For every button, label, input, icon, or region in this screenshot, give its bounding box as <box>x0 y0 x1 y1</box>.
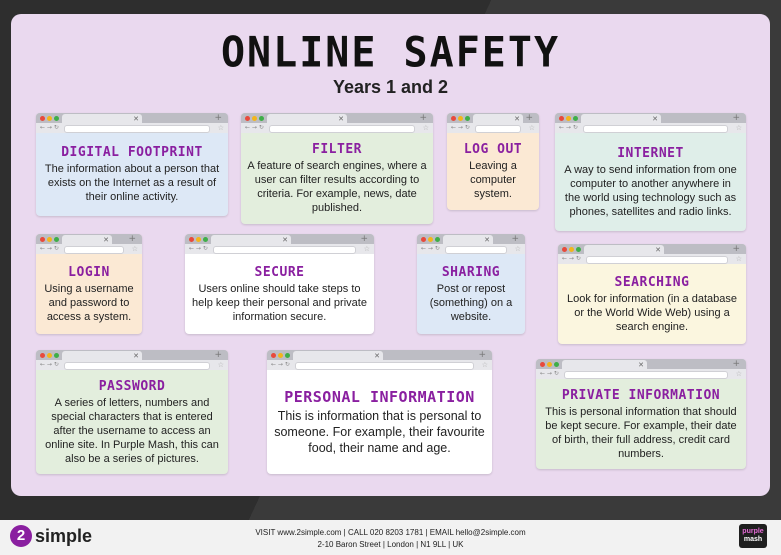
card-body <box>185 254 374 334</box>
browser-chrome <box>417 234 525 254</box>
url-input[interactable] <box>213 246 356 254</box>
browser-tab[interactable] <box>293 351 383 360</box>
back-forward-refresh-icon[interactable]: ← → ↻ <box>271 361 290 368</box>
maximize-dot-icon[interactable] <box>203 237 208 242</box>
bookmark-star-icon[interactable]: ☆ <box>217 124 224 132</box>
maximize-dot-icon[interactable] <box>285 353 290 358</box>
browser-card <box>267 350 492 474</box>
window-close-icon[interactable]: ✕ <box>103 236 109 244</box>
purple-mash-bottom: mash <box>743 536 763 543</box>
browser-tab[interactable] <box>473 114 523 123</box>
card-term: LOGIN <box>68 264 110 280</box>
tab-bar <box>36 234 142 244</box>
maximize-dot-icon[interactable] <box>54 237 59 242</box>
minimize-dot-icon[interactable] <box>47 353 52 358</box>
back-forward-refresh-icon[interactable]: ← → ↻ <box>562 255 581 262</box>
browser-tab[interactable] <box>211 235 291 244</box>
card-body <box>447 133 539 210</box>
footer-address: 2-10 Baron Street | London | N1 9LL | UK <box>317 540 464 549</box>
tab-bar <box>536 359 746 369</box>
address-bar-row <box>36 244 142 254</box>
browser-card <box>36 350 228 474</box>
minimize-dot-icon[interactable] <box>47 237 52 242</box>
new-tab-icon[interactable]: + <box>732 113 740 123</box>
window-close-icon[interactable]: ✕ <box>484 236 490 244</box>
browser-card <box>241 113 433 224</box>
tab-bar <box>447 113 539 123</box>
back-forward-refresh-icon[interactable]: ← → ↻ <box>559 124 578 131</box>
browser-tab[interactable] <box>62 235 112 244</box>
card-description: Using a username and password to access a system. <box>44 282 134 323</box>
bookmark-star-icon[interactable]: ☆ <box>422 124 429 132</box>
close-dot-icon[interactable] <box>451 116 456 121</box>
browser-chrome <box>536 359 746 379</box>
address-bar-row <box>536 369 746 379</box>
browser-card <box>36 234 142 334</box>
minimize-dot-icon[interactable] <box>566 116 571 121</box>
minimize-dot-icon[interactable] <box>278 353 283 358</box>
footer <box>0 520 781 555</box>
page-subtitle: Years 1 and 2 <box>332 77 449 97</box>
close-dot-icon[interactable] <box>245 116 250 121</box>
address-bar-row <box>555 123 746 133</box>
url-input[interactable] <box>564 371 728 379</box>
close-dot-icon[interactable] <box>189 237 194 242</box>
maximize-dot-icon[interactable] <box>554 362 559 367</box>
url-input[interactable] <box>269 125 415 133</box>
maximize-dot-icon[interactable] <box>573 116 578 121</box>
card-term: INTERNET <box>617 145 684 161</box>
new-tab-icon[interactable]: + <box>419 113 427 123</box>
address-bar-row <box>241 123 433 133</box>
url-input[interactable] <box>64 362 210 370</box>
close-dot-icon[interactable] <box>562 247 567 252</box>
tab-bar <box>36 113 228 123</box>
card-term: PRIVATE INFORMATION <box>561 387 721 403</box>
card-description: This is personal information that should be kept secure. For example, their date of birth, their full address, credit card numbers. <box>545 405 737 460</box>
back-forward-refresh-icon[interactable]: ← → ↻ <box>421 245 440 252</box>
url-input[interactable] <box>475 125 521 133</box>
maximize-dot-icon[interactable] <box>54 353 59 358</box>
bookmark-star-icon[interactable]: ☆ <box>528 124 535 132</box>
new-tab-icon[interactable]: + <box>511 234 519 244</box>
browser-tab[interactable] <box>584 245 664 254</box>
browser-tab[interactable] <box>562 360 647 369</box>
card-body <box>241 133 433 224</box>
window-close-icon[interactable]: ✕ <box>652 115 658 123</box>
maximize-dot-icon[interactable] <box>259 116 264 121</box>
close-dot-icon[interactable] <box>40 237 45 242</box>
browser-tab[interactable] <box>443 235 493 244</box>
tab-bar <box>555 113 746 123</box>
page-title: ONLINE SAFETY <box>220 28 561 78</box>
card-description: A way to send information from one computer to another anywhere in the world using technology such as phones, satellites and radio links. <box>564 163 737 218</box>
tab-bar <box>417 234 525 244</box>
card-body <box>36 370 228 474</box>
back-forward-refresh-icon[interactable]: ← → ↻ <box>451 124 470 131</box>
address-bar-row <box>417 244 525 254</box>
tab-bar <box>558 244 746 254</box>
address-bar-row <box>185 244 374 254</box>
card-term: PERSONAL INFORMATION <box>284 388 475 406</box>
browser-card <box>36 113 228 216</box>
url-input[interactable] <box>64 125 210 133</box>
card-term: SHARING <box>441 264 501 280</box>
browser-card <box>185 234 374 334</box>
window-close-icon[interactable]: ✕ <box>638 361 644 369</box>
tab-bar <box>185 234 374 244</box>
browser-card <box>558 244 746 344</box>
bookmark-star-icon[interactable]: ☆ <box>514 245 521 253</box>
browser-chrome <box>558 244 746 264</box>
bookmark-star-icon[interactable]: ☆ <box>735 255 742 263</box>
back-forward-refresh-icon[interactable]: ← → ↻ <box>540 370 559 377</box>
new-tab-icon[interactable]: + <box>478 350 486 360</box>
window-close-icon[interactable]: ✕ <box>282 236 288 244</box>
address-bar-row <box>36 360 228 370</box>
close-dot-icon[interactable] <box>40 116 45 121</box>
card-term: FILTER <box>312 142 362 157</box>
bookmark-star-icon[interactable]: ☆ <box>363 245 370 253</box>
close-dot-icon[interactable] <box>271 353 276 358</box>
close-dot-icon[interactable] <box>40 353 45 358</box>
card-body <box>555 133 746 231</box>
card-term: SECURE <box>254 264 305 280</box>
browser-chrome <box>267 350 492 370</box>
back-forward-refresh-icon[interactable]: ← → ↻ <box>40 361 59 368</box>
maximize-dot-icon[interactable] <box>465 116 470 121</box>
minimize-dot-icon[interactable] <box>196 237 201 242</box>
new-tab-icon[interactable]: + <box>360 234 368 244</box>
browser-card <box>536 359 746 469</box>
card-body <box>267 370 492 474</box>
new-tab-icon[interactable]: + <box>732 359 740 369</box>
browser-chrome <box>36 350 228 370</box>
browser-card <box>555 113 746 231</box>
address-bar-row <box>558 254 746 264</box>
card-description: This is information that is personal to someone. For example, their favourite food, their name and age. <box>274 409 485 455</box>
card-body <box>536 379 746 469</box>
close-dot-icon[interactable] <box>540 362 545 367</box>
maximize-dot-icon[interactable] <box>576 247 581 252</box>
card-description: Post or repost (something) on a website. <box>429 282 513 323</box>
card-term: DIGITAL FOOTPRINT <box>61 145 203 160</box>
browser-chrome <box>555 113 746 133</box>
window-close-icon[interactable]: ✕ <box>655 246 661 254</box>
browser-tab[interactable] <box>267 114 347 123</box>
browser-chrome <box>447 113 539 133</box>
browser-chrome <box>36 234 142 254</box>
close-dot-icon[interactable] <box>421 237 426 242</box>
tab-bar <box>241 113 433 123</box>
maximize-dot-icon[interactable] <box>54 116 59 121</box>
card-term: SEARCHING <box>614 274 690 290</box>
card-term: LOG OUT <box>463 142 523 157</box>
close-dot-icon[interactable] <box>559 116 564 121</box>
bookmark-star-icon[interactable]: ☆ <box>217 361 224 369</box>
browser-card <box>417 234 525 334</box>
card-body <box>36 133 228 216</box>
maximize-dot-icon[interactable] <box>435 237 440 242</box>
back-forward-refresh-icon[interactable]: ← → ↻ <box>189 245 208 252</box>
logo-text: simple <box>35 525 93 546</box>
minimize-dot-icon[interactable] <box>47 116 52 121</box>
browser-tab[interactable] <box>581 114 661 123</box>
logo-badge: 2 <box>10 525 32 547</box>
tab-bar <box>267 350 492 360</box>
back-forward-refresh-icon[interactable]: ← → ↻ <box>245 124 264 131</box>
minimize-dot-icon[interactable] <box>569 247 574 252</box>
card-description: A feature of search engines, where a user can filter results according to criteria. For example, news, date published. <box>247 160 427 214</box>
address-bar-row <box>267 360 492 370</box>
browser-chrome <box>185 234 374 254</box>
minimize-dot-icon[interactable] <box>547 362 552 367</box>
bookmark-star-icon[interactable]: ☆ <box>131 245 138 253</box>
minimize-dot-icon[interactable] <box>428 237 433 242</box>
browser-card <box>447 113 539 210</box>
window-close-icon[interactable]: ✕ <box>338 115 344 123</box>
browser-chrome <box>36 113 228 133</box>
url-input[interactable] <box>64 246 124 254</box>
new-tab-icon[interactable]: + <box>732 244 740 254</box>
tab-bar <box>36 350 228 360</box>
browser-tab[interactable] <box>62 351 142 360</box>
minimize-dot-icon[interactable] <box>458 116 463 121</box>
back-forward-refresh-icon[interactable]: ← → ↻ <box>40 124 59 131</box>
footer-contact: VISIT www.2simple.com | CALL 020 8203 1781 | EMAIL hello@2simple.com <box>255 528 526 537</box>
card-description: Look for information (in a database or the World Wide Web) using a search engine. <box>567 292 737 333</box>
card-description: Leaving a computer system. <box>469 160 517 200</box>
bookmark-star-icon[interactable]: ☆ <box>481 361 488 369</box>
new-tab-icon[interactable]: + <box>525 113 533 123</box>
new-tab-icon[interactable]: + <box>214 350 222 360</box>
card-body <box>36 254 142 334</box>
bookmark-star-icon[interactable]: ☆ <box>735 370 742 378</box>
card-description: A series of letters, numbers and special characters that is entered after the username to access an online site. In Purple Mash, this can also be a series of pictures. <box>45 396 219 465</box>
address-bar-row <box>36 123 228 133</box>
card-body <box>558 264 746 344</box>
new-tab-icon[interactable]: + <box>128 234 136 244</box>
card-body <box>417 254 525 334</box>
address-bar-row <box>447 123 539 133</box>
new-tab-icon[interactable]: + <box>214 113 222 123</box>
url-input[interactable] <box>445 246 507 254</box>
card-description: Users online should take steps to help keep their personal and private information secure. <box>192 282 367 323</box>
card-description: The information about a person that exists on the Internet as a result of their online activity. <box>44 163 220 203</box>
card-term: PASSWORD <box>98 378 166 394</box>
window-close-icon[interactable]: ✕ <box>374 352 380 360</box>
browser-chrome <box>241 113 433 133</box>
window-close-icon[interactable]: ✕ <box>133 352 139 360</box>
purple-mash-top: purple <box>742 528 764 535</box>
back-forward-refresh-icon[interactable]: ← → ↻ <box>40 245 59 252</box>
url-input[interactable] <box>583 125 728 133</box>
minimize-dot-icon[interactable] <box>252 116 257 121</box>
window-close-icon[interactable]: ✕ <box>133 115 139 123</box>
window-close-icon[interactable]: ✕ <box>514 115 520 123</box>
url-input[interactable] <box>586 256 728 264</box>
purple-mash-logo[interactable] <box>739 524 767 548</box>
bookmark-star-icon[interactable]: ☆ <box>735 124 742 132</box>
url-input[interactable] <box>295 362 474 370</box>
browser-tab[interactable] <box>62 114 142 123</box>
